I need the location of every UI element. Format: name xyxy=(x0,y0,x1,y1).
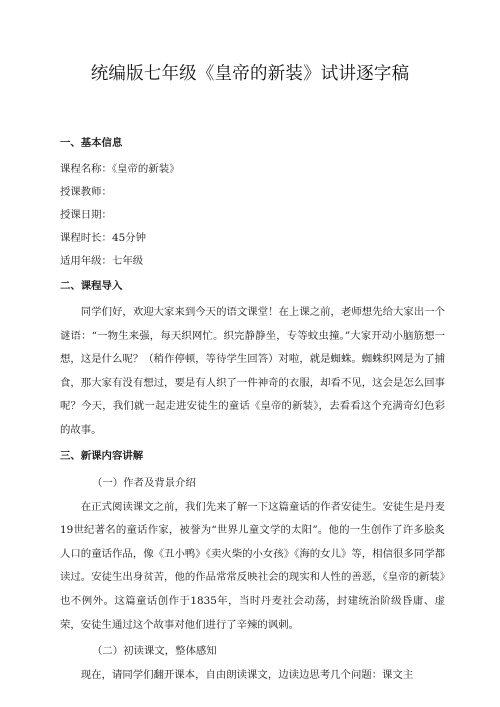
info-course-name: 课程名称：《皇帝的新装》 xyxy=(60,163,180,175)
section-heading-basic-info: 一、基本信息 xyxy=(60,137,123,149)
section-heading-new-lesson: 三、新课内容讲解 xyxy=(60,449,144,462)
first-reading-paragraph: 现在，请同学们翻开课本，自由朗读课文，边读边思考几个问题：课文主 xyxy=(80,669,414,682)
author-background-paragraph: 在正式阅读课文之前，我们先来了解一下这篇童话的作者安徒生。安徒生是丹麦19世纪著名的童话作家，被誉为“世界儿童文学的太阳”。他的一生创作了许多脍炙人口的童话作品，像《丑小鸭》《卖火柴的小女孩》《海的女儿》等，相信很多同学都读过。安徒生出身贫苦，他的作品常常反映社会的现实和人性的善恶，《皇帝的新装》也不例外。这篇童话创作于1835年，当时丹麦社会动荡，封建统治阶级昏庸、虚荣，安徒生通过这个故事对他们进行了辛辣的讽刺。 xyxy=(60,500,445,631)
section-heading-intro: 二、课程导入 xyxy=(60,280,123,292)
subheading-author-background: （一）作者及背景介绍 xyxy=(92,476,196,489)
subheading-first-reading: （二）初读课文，整体感知 xyxy=(92,645,217,658)
info-teacher: 授课教师： xyxy=(60,186,112,198)
info-grade: 适用年级：七年级 xyxy=(60,255,144,267)
intro-paragraph: 同学们好，欢迎大家来到今天的语文课堂！在上课之前，老师想先给大家出一个谜语：“一物生来强，每天织网忙。织完静静坐，专等蚊虫撞。”大家开动小脑筋想一想，这是什么呢？（稍作停顿，等待学生回答）对啦，就是蜘蛛。蜘蛛织网是为了捕食，那大家有没有想过，要是有人织了一件神奇的衣服，却看不见，这会是怎么回事呢？今天，我们就一起走进安徒生的童话《皇帝的新装》，去看看这个充满奇幻色彩的故事。 xyxy=(60,306,445,436)
document-body xyxy=(60,133,445,688)
document-title: 统编版七年级《皇帝的新装》试讲逐字稿 xyxy=(90,64,410,84)
info-duration: 课程时长：45分钟 xyxy=(60,232,146,244)
info-date: 授课日期： xyxy=(60,209,112,221)
